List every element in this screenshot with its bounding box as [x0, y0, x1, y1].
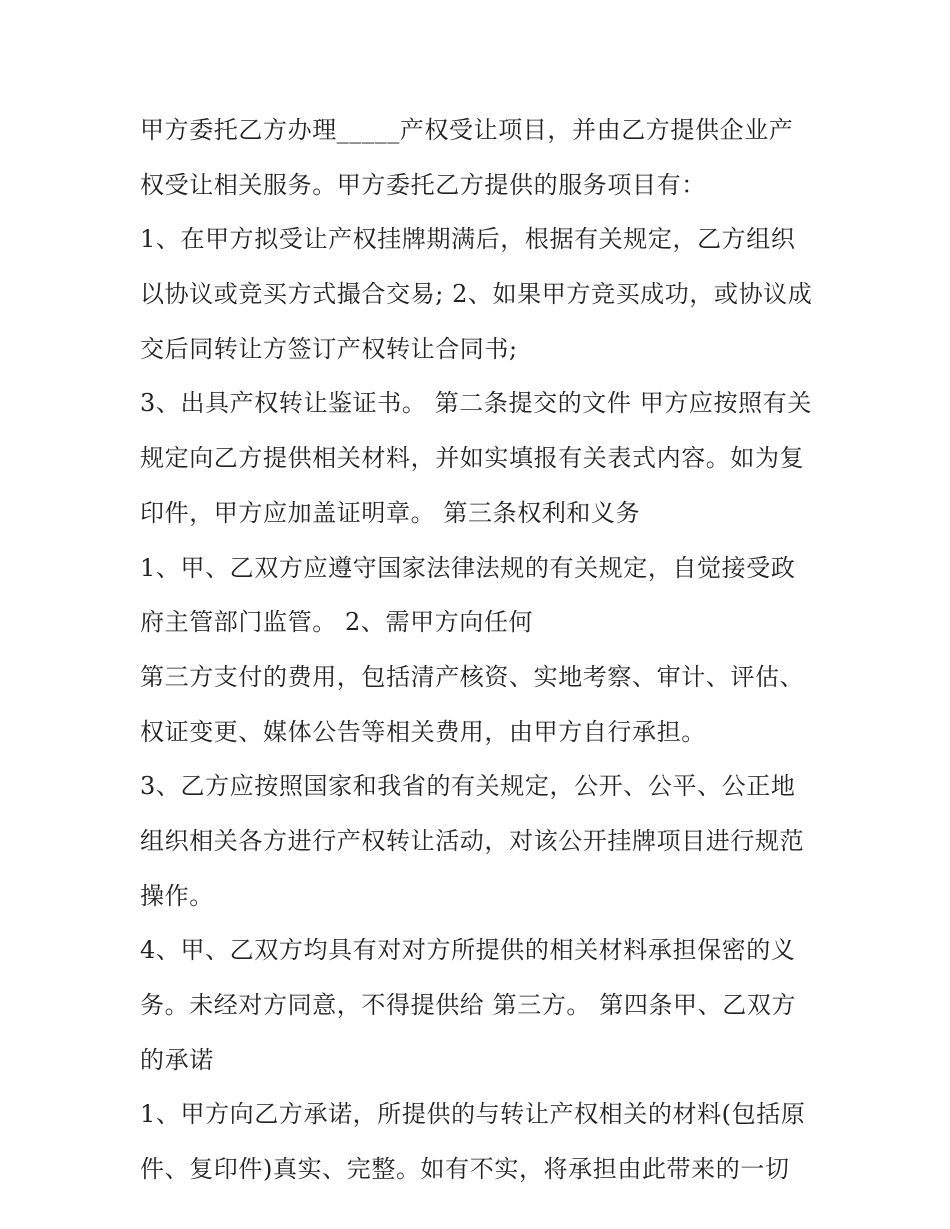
text-line: 交后同转让方签订产权转让合同书;: [140, 334, 518, 363]
text-line: 规定向乙方提供相关材料，并如实填报有关表式内容。如为复: [140, 444, 805, 473]
text-line: 操作。: [140, 881, 214, 910]
document-body: [140, 103, 840, 1197]
text-line: 1、甲、乙双方应遵守国家法律法规的有关规定，自觉接受政: [140, 553, 796, 582]
text-line: 3、出具产权转让鉴证书。 第二条提交的文件 甲方应按照有关: [140, 389, 812, 418]
text-line: 甲方委托乙方办理_____产权受让项目，并由乙方提供企业产: [140, 116, 794, 144]
text-line: 组织相关各方进行产权转让活动，对该公开挂牌项目进行规范: [140, 826, 805, 855]
text-line: 1、甲方向乙方承诺，所提供的与转让产权相关的材料(包括原: [140, 1100, 806, 1129]
text-line: 第三方支付的费用，包括清产核资、实地考察、审计、评估、: [140, 662, 805, 691]
text-line: 权证变更、媒体公告等相关费用，由甲方自行承担。: [140, 717, 706, 746]
text-line: 1、在甲方拟受让产权挂牌期满后，根据有关规定，乙方组织: [140, 225, 796, 254]
text-line: 4、甲、乙双方均具有对对方所提供的相关材料承担保密的义: [140, 936, 796, 965]
text-line: 务。未经对方同意，不得提供给 第三方。 第四条甲、乙双方: [140, 991, 797, 1019]
text-line: 权受让相关服务。甲方委托乙方提供的服务项目有：: [140, 170, 706, 199]
text-line: 3、乙方应按照国家和我省的有关规定，公开、公平、公正地: [140, 772, 796, 801]
text-line: 件、复印件)真实、完整。如有不实，将承担由此带来的一切: [140, 1155, 790, 1184]
text-line: 印件，甲方应加盖证明章。 第三条权利和义务: [140, 498, 641, 527]
text-line: 以协议或竞买方式撮合交易; 2、如果甲方竞买成功，或协议成: [140, 280, 813, 309]
text-line: 府主管部门监管。 2、需甲方向任何: [140, 608, 534, 637]
text-line: 的承诺: [140, 1045, 214, 1074]
